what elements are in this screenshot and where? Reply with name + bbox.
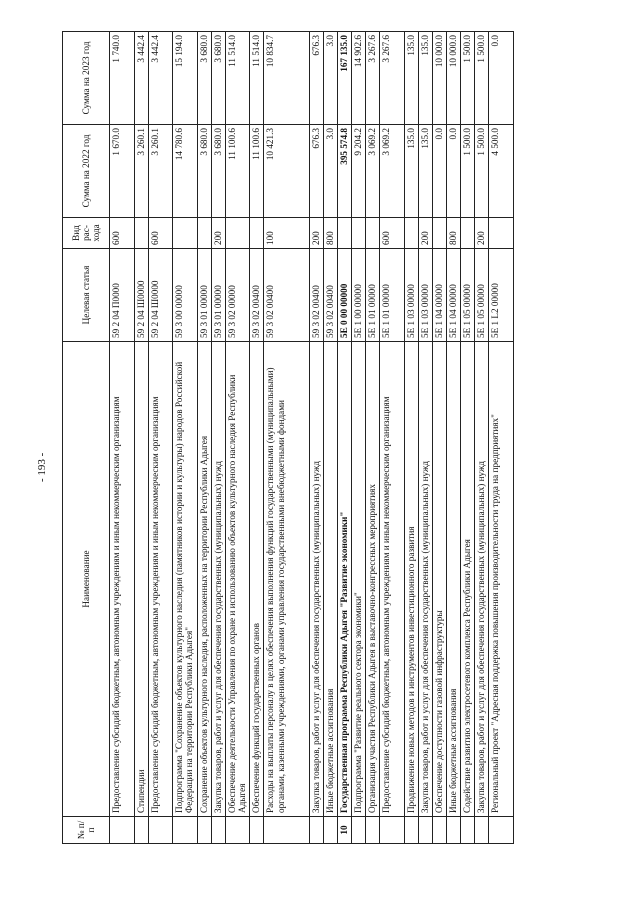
header-name: Наименование <box>63 342 110 817</box>
cell-name: Предоставление субсидий бюджетным, автономным учреждениям и иным некоммерческим организациям <box>148 342 173 817</box>
cell-code: 5Е 1 L2 00000 <box>488 249 513 342</box>
cell-num <box>460 817 474 844</box>
cell-vid <box>134 218 148 249</box>
cell-vid <box>250 218 264 249</box>
cell-name: Организация участия Республики Адыгея в выставочно-конгрессных мероприятиях <box>366 342 380 817</box>
cell-code: 59 2 04 Ш0000 <box>134 249 148 342</box>
cell-2023: 1 500.0 <box>474 32 488 125</box>
cell-num <box>488 817 513 844</box>
cell-name: Продвижение новых методов и инструментов инвестиционного развития <box>404 342 418 817</box>
table-row <box>148 32 173 844</box>
cell-name: Закупка товаров, работ и услуг для обеспечения государственных (муниципальных) нужд <box>211 342 225 817</box>
table-row <box>310 32 324 844</box>
cell-2023: 10 834.7 <box>264 32 310 125</box>
cell-num <box>110 817 135 844</box>
cell-code: 5Е 1 03 00000 <box>418 249 432 342</box>
cell-2023: 11 514.0 <box>225 32 250 125</box>
cell-code: 5Е 1 03 00000 <box>404 249 418 342</box>
cell-vid: 600 <box>380 218 405 249</box>
table-row <box>474 32 488 844</box>
cell-2022: 1 500.0 <box>474 125 488 218</box>
cell-code: 5Е 0 00 00000 <box>338 249 352 342</box>
cell-2023: 3 442.4 <box>134 32 148 125</box>
cell-2022: 0.0 <box>446 125 460 218</box>
cell-vid <box>404 218 418 249</box>
cell-vid <box>352 218 366 249</box>
cell-num <box>446 817 460 844</box>
cell-2022: 3 260.1 <box>148 125 173 218</box>
cell-2022: 1 670.0 <box>110 125 135 218</box>
table-row <box>460 32 474 844</box>
cell-2023: 167 135.0 <box>338 32 352 125</box>
cell-2022: 676.3 <box>310 125 324 218</box>
cell-vid: 800 <box>446 218 460 249</box>
budget-table-page <box>62 32 594 844</box>
cell-2023: 3 442.4 <box>148 32 173 125</box>
cell-vid: 200 <box>474 218 488 249</box>
cell-name: Обеспечение доступности газовой инфраструктуры <box>432 342 446 817</box>
cell-num <box>352 817 366 844</box>
table-row-program <box>338 32 352 844</box>
cell-2023: 10 000.0 <box>432 32 446 125</box>
table-row <box>225 32 250 844</box>
cell-2023: 14 902.6 <box>352 32 366 125</box>
cell-2023: 1 500.0 <box>460 32 474 125</box>
cell-code: 59 3 02 00400 <box>324 249 338 342</box>
cell-2022: 0.0 <box>432 125 446 218</box>
cell-num <box>432 817 446 844</box>
table-row <box>264 32 310 844</box>
cell-2023: 0.0 <box>488 32 513 125</box>
table-row <box>211 32 225 844</box>
cell-code: 59 3 01 00000 <box>211 249 225 342</box>
cell-name: Обеспечение функций государственных органов <box>250 342 264 817</box>
cell-2023: 3 267.6 <box>380 32 405 125</box>
table-row <box>324 32 338 844</box>
table-row <box>366 32 380 844</box>
cell-num <box>250 817 264 844</box>
cell-2023: 11 514.0 <box>250 32 264 125</box>
cell-vid: 200 <box>211 218 225 249</box>
header-target: Целевая статья <box>63 249 110 342</box>
cell-vid: 100 <box>264 218 310 249</box>
cell-2023: 3 267.6 <box>366 32 380 125</box>
cell-2022: 11 100.6 <box>250 125 264 218</box>
cell-code: 59 2 04 Ш0000 <box>148 249 173 342</box>
cell-code: 5Е 1 01 00000 <box>380 249 405 342</box>
cell-code: 5Е 1 00 00000 <box>352 249 366 342</box>
cell-name: Подпрограмма "Сохранение объектов культурного наследия (памятников истории и культуры) народов Российской Федерации на территории Республики Адыгея" <box>173 342 198 817</box>
cell-name: Региональный проект "Адресная поддержка повышения производительности труда на предприятиях" <box>488 342 513 817</box>
cell-code: 59 3 02 00400 <box>264 249 310 342</box>
table-row <box>432 32 446 844</box>
cell-2022: 11 100.6 <box>225 125 250 218</box>
cell-num: 10 <box>338 817 352 844</box>
cell-vid: 800 <box>324 218 338 249</box>
cell-name: Предоставление субсидий бюджетным, автономным учреждениям и иным некоммерческим организациям <box>110 342 135 817</box>
cell-code: 5Е 1 01 00000 <box>366 249 380 342</box>
cell-2022: 3 069.2 <box>380 125 405 218</box>
cell-2022: 9 204.2 <box>352 125 366 218</box>
cell-code: 59 3 02 00000 <box>225 249 250 342</box>
cell-name: Государственная программа Республики Адыгея "Развитие экономики" <box>338 342 352 817</box>
cell-num <box>197 817 211 844</box>
cell-vid: 200 <box>310 218 324 249</box>
cell-num <box>148 817 173 844</box>
cell-vid <box>173 218 198 249</box>
cell-2022: 3 680.0 <box>197 125 211 218</box>
cell-2022: 10 421.3 <box>264 125 310 218</box>
cell-num <box>310 817 324 844</box>
cell-num <box>418 817 432 844</box>
cell-code: 5Е 1 05 00000 <box>460 249 474 342</box>
table-row <box>380 32 405 844</box>
table-row <box>488 32 513 844</box>
cell-num <box>366 817 380 844</box>
cell-num <box>225 817 250 844</box>
cell-vid <box>366 218 380 249</box>
cell-num <box>173 817 198 844</box>
cell-name: Закупка товаров, работ и услуг для обеспечения государственных (муниципальных) нужд <box>418 342 432 817</box>
cell-num <box>474 817 488 844</box>
cell-code: 59 3 01 00000 <box>197 249 211 342</box>
cell-code: 5Е 1 05 00000 <box>474 249 488 342</box>
table-row <box>352 32 366 844</box>
cell-2023: 676.3 <box>310 32 324 125</box>
cell-num <box>404 817 418 844</box>
cell-name: Закупка товаров, работ и услуг для обеспечения государственных (муниципальных) нужд <box>474 342 488 817</box>
cell-2023: 3 680.0 <box>211 32 225 125</box>
cell-2023: 10 000.0 <box>446 32 460 125</box>
table-row <box>110 32 135 844</box>
cell-num <box>264 817 310 844</box>
cell-code: 5Е 1 04 00000 <box>432 249 446 342</box>
cell-num <box>324 817 338 844</box>
cell-code: 59 3 00 00000 <box>173 249 198 342</box>
cell-2022: 3 680.0 <box>211 125 225 218</box>
cell-code: 59 3 02 00400 <box>310 249 324 342</box>
cell-2023: 135.0 <box>418 32 432 125</box>
cell-name: Иные бюджетные ассигнования <box>446 342 460 817</box>
cell-num <box>134 817 148 844</box>
table-row <box>250 32 264 844</box>
cell-2023: 1 740.0 <box>110 32 135 125</box>
cell-2022: 3 260.1 <box>134 125 148 218</box>
cell-name: Предоставление субсидий бюджетным, автономным учреждениям и иным некоммерческим организациям <box>380 342 405 817</box>
cell-name: Закупка товаров, работ и услуг для обеспечения государственных (муниципальных) нужд <box>310 342 324 817</box>
table-row <box>134 32 148 844</box>
cell-vid: 600 <box>110 218 135 249</box>
cell-2023: 15 194.0 <box>173 32 198 125</box>
cell-vid <box>225 218 250 249</box>
table-row <box>197 32 211 844</box>
cell-num <box>211 817 225 844</box>
cell-2022: 3 069.2 <box>366 125 380 218</box>
table-row <box>173 32 198 844</box>
header-2022: Сумма на 2022 год <box>63 125 110 218</box>
cell-code: 59 3 02 00400 <box>250 249 264 342</box>
cell-2022: 135.0 <box>404 125 418 218</box>
cell-name: Расходы на выплаты персоналу в целях обеспечения выполнения функций государственными (муниципальными) органами, казенными учреждениями, органами управления государственными внебюджетными фондами <box>264 342 310 817</box>
cell-vid <box>432 218 446 249</box>
cell-name: Содействие развитию электросетевого комплекса Республики Адыгея <box>460 342 474 817</box>
cell-2022: 4 500.0 <box>488 125 513 218</box>
cell-2023: 3 680.0 <box>197 32 211 125</box>
cell-vid: 200 <box>418 218 432 249</box>
table-row <box>418 32 432 844</box>
cell-vid <box>338 218 352 249</box>
cell-name: Сохранение объектов культурного наследия, расположенных на территории Республики Адыгея <box>197 342 211 817</box>
cell-2023: 135.0 <box>404 32 418 125</box>
cell-code: 5Е 1 04 00000 <box>446 249 460 342</box>
cell-name: Обеспечение деятельности Управления по охране и использованию объектов культурного наследия Республики Адыгея <box>225 342 250 817</box>
cell-vid: 600 <box>148 218 173 249</box>
table-row <box>404 32 418 844</box>
cell-code: 59 2 04 П0000 <box>110 249 135 342</box>
budget-table <box>62 31 514 844</box>
page-number: - 193 - <box>36 452 48 482</box>
cell-vid <box>460 218 474 249</box>
table-row <box>446 32 460 844</box>
header-vid: Вид рас-хода <box>63 218 110 249</box>
cell-name: Подпрограмма "Развитие реального сектора экономики" <box>352 342 366 817</box>
cell-2023: 3.0 <box>324 32 338 125</box>
cell-vid <box>488 218 513 249</box>
cell-vid <box>197 218 211 249</box>
cell-2022: 395 574.8 <box>338 125 352 218</box>
header-num: № п/п <box>63 817 110 844</box>
cell-name: Иные бюджетные ассигнования <box>324 342 338 817</box>
cell-2022: 135.0 <box>418 125 432 218</box>
cell-num <box>380 817 405 844</box>
header-2023: Сумма на 2023 год <box>63 32 110 125</box>
cell-name: Стипендии <box>134 342 148 817</box>
cell-2022: 14 780.6 <box>173 125 198 218</box>
cell-2022: 3.0 <box>324 125 338 218</box>
cell-2022: 1 500.0 <box>460 125 474 218</box>
